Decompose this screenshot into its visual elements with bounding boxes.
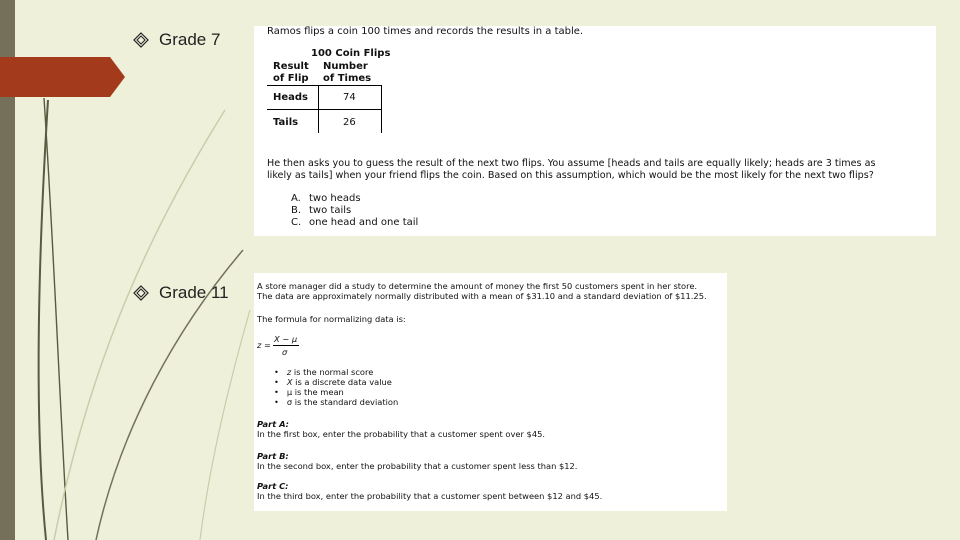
part-b-text: In the second box, enter the probability that a customer spent less than $12. [257,461,578,471]
diamond-bullet-icon [133,32,149,48]
formula-lhs: z = [257,340,271,350]
definition-symbol: μ [286,387,293,397]
definition-symbol: X [286,377,293,387]
table-header-count-1: Number [323,61,368,72]
table-rule [267,109,382,110]
table-cell-count: 74 [343,92,356,103]
definition-text: is the normal score [293,367,374,377]
choice-letter: B. [291,205,302,216]
part-a-text: In the first box, enter the probability that a customer spent over $45. [257,429,546,439]
definition-item: • μ is the mean [274,387,344,397]
definition-item: • σ is the standard deviation [274,397,399,407]
part-c-label: Part C: [257,481,289,491]
table-cell-result: Tails [273,117,299,128]
table-header-result-2: of Flip [273,73,309,84]
bullet-label: Grade 7 [159,30,221,49]
definition-symbol: z [286,367,292,377]
diamond-bullet-icon [133,285,149,301]
grade11-question-panel [254,273,727,511]
bullet-grade-7 [133,30,220,50]
table-header-count-2: of Times [323,73,372,84]
grade11-intro-line-1: A store manager did a study to determine the amount of money the first 50 customers spent in her store. [257,281,698,291]
table-rule [267,85,382,86]
formula-denominator: σ [282,347,288,357]
bullet-label: Grade 11 [159,283,229,302]
definition-text: is a discrete data value [295,377,392,387]
part-c-text: In the third box, enter the probability that a customer spent between $12 and $45. [257,491,603,501]
choice-text: two heads [309,193,361,204]
grade7-intro: Ramos flips a coin 100 times and records the results in a table. [267,26,584,37]
formula-label: The formula for normalizing data is: [257,314,406,324]
table-title: 100 Coin Flips [311,48,391,59]
formula-fraction-bar [273,345,299,346]
choice-text: two tails [309,205,352,216]
definition-item: • z is the normal score [274,367,374,377]
table-divider [381,85,382,133]
grade7-question-line-2: likely as tails] when your friend flips the coin. Based on this assumption, which would be the most likely for the next two flips? [267,170,874,181]
definition-item: • X is a discrete data value [274,377,392,387]
choice-letter: A. [291,193,301,204]
choice-letter: C. [291,217,302,228]
bullet-grade-11 [133,283,229,303]
table-cell-count: 26 [343,117,356,128]
part-a-label: Part A: [257,419,289,429]
definition-symbol: σ [286,397,293,407]
table-cell-result: Heads [273,92,309,103]
definition-text: is the mean [294,387,344,397]
table-divider [318,85,319,133]
accent-tab [0,57,125,97]
table-header-result-1: Result [273,61,309,72]
grade11-intro-line-2: The data are approximately normally distributed with a mean of $31.10 and a standard deviation of $11.25. [257,291,707,301]
grade7-question-panel [254,26,936,236]
choice-text: one head and one tail [309,217,419,228]
part-b-label: Part B: [257,451,289,461]
grade7-question-line-1: He then asks you to guess the result of the next two flips. You assume [heads and tails are equally likely; heads are 3 times as [267,158,876,169]
formula-numerator: X − μ [274,334,298,344]
definition-text: is the standard deviation [294,397,399,407]
